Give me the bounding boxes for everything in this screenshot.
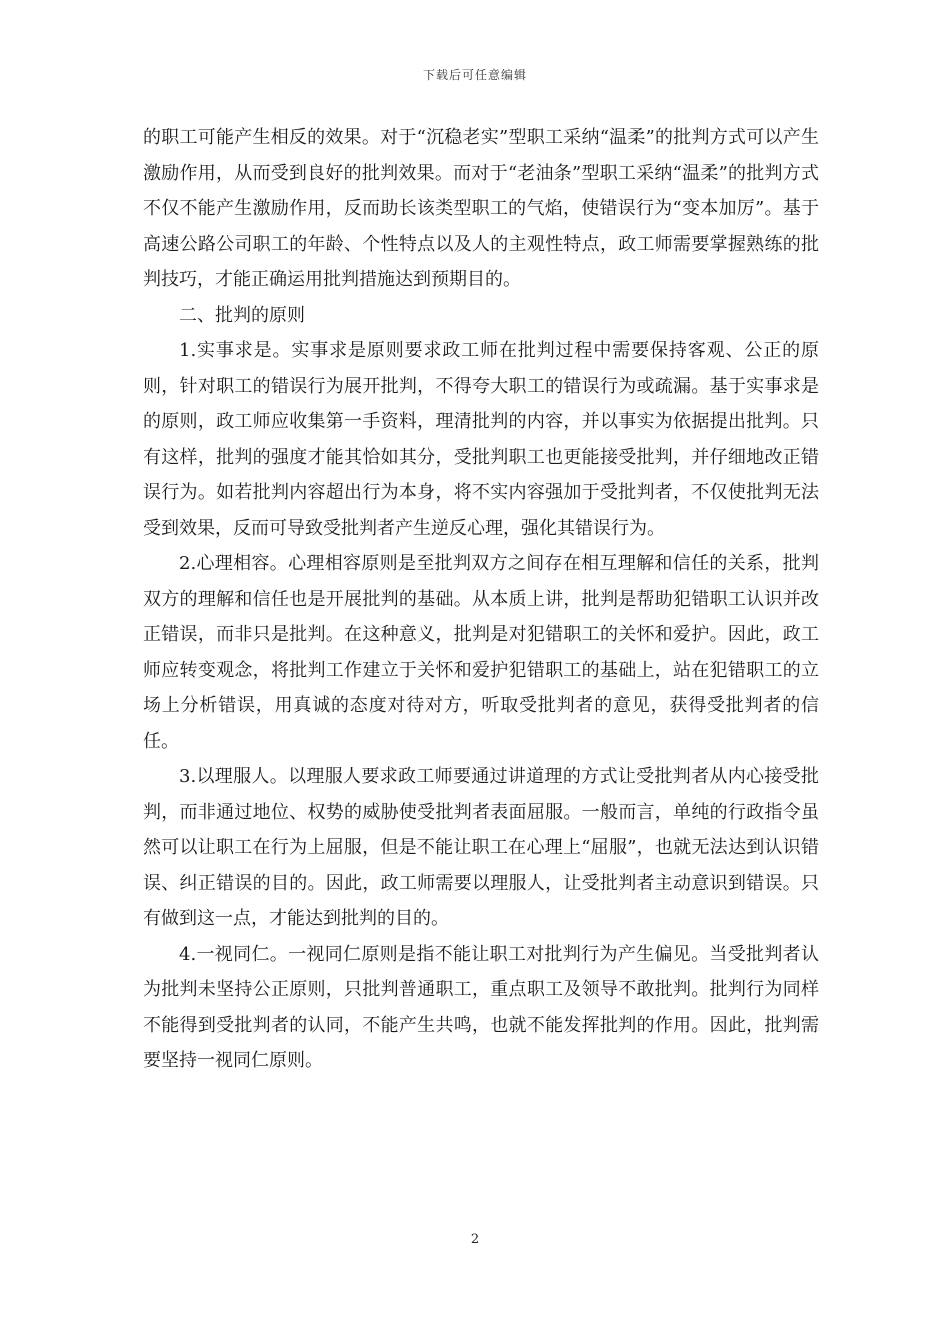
paragraph-continuation: 的职工可能产生相反的效果。对于“沉稳老实”型职工采纳“温柔”的批判方式可以产生激励作用，从而受到良好的批判效果。而对于“老油条”型职工采纳“温柔”的批判方式不仅不能产生激励作用，反而助长该类型职工的气焰，使错误行为“变本加厉”。基于高速公路公司职工的年龄、个性特点以及人的主观性特点，政工师需要掌握熟练的批判技巧，才能正确运用批判措施达到预期目的。 xyxy=(143,127,819,290)
paragraph-principle-3: 3.以理服人。以理服人要求政工师要通过讲道理的方式让受批判者从内心接受批判，而非通过地位、权势的威胁使受批判者表面屈服。一般而言，单纯的行政指令虽然可以让职工在行为上屈服，但是不能让职工在心理上“屈服”，也就无法达到认识错误、纠正错误的目的。因此，政工师需要以理服人，让受批判者主动意识到错误。只有做到这一点，才能达到批判的目的。 xyxy=(143,766,819,929)
paragraph-principle-1: 1.实事求是。实事求是原则要求政工师在批判过程中需要保持客观、公正的原则，针对职工的错误行为展开批判，不得夸大职工的错误行为或疏漏。基于实事求是的原则，政工师应收集第一手资料，理清批判的内容，并以事实为依据提出批判。只有这样，批判的强度才能其恰如其分，受批判职工也更能接受批判，并仔细地改正错误行为。如若批判内容超出行为本身，将不实内容强加于受批判者，不仅使批判无法受到效果，反而可导致受批判者产生逆反心理，强化其错误行为。 xyxy=(143,340,819,539)
section-heading-principles: 二、批判的原则 xyxy=(179,304,305,326)
document-body xyxy=(143,120,819,1079)
paragraph-principle-4: 4.一视同仁。一视同仁原则是指不能让职工对批判行为产生偏见。当受批判者认为批判未坚持公正原则，只批判普通职工，重点职工及领导不敢批判。批判行为同样不能得到受批判者的认同，不能产生共鸣，也就不能发挥批判的作用。因此，批判需要坚持一视同仁原则。 xyxy=(143,943,819,1071)
paragraph-principle-2: 2.心理相容。心理相容原则是至批判双方之间存在相互理解和信任的关系，批判双方的理解和信任也是开展批判的基础。从本质上讲，批判是帮助犯错职工认识并改正错误，而非只是批判。在这种意义，批判是对犯错职工的关怀和爱护。因此，政工师应转变观念，将批判工作建立于关怀和爱护犯错职工的基础上，站在犯错职工的立场上分析错误，用真诚的态度对待对方，听取受批判者的意见，获得受批判者的信任。 xyxy=(143,553,819,752)
page-header: 下载后可任意编辑 xyxy=(422,68,527,82)
page-number: 2 xyxy=(470,1232,480,1247)
